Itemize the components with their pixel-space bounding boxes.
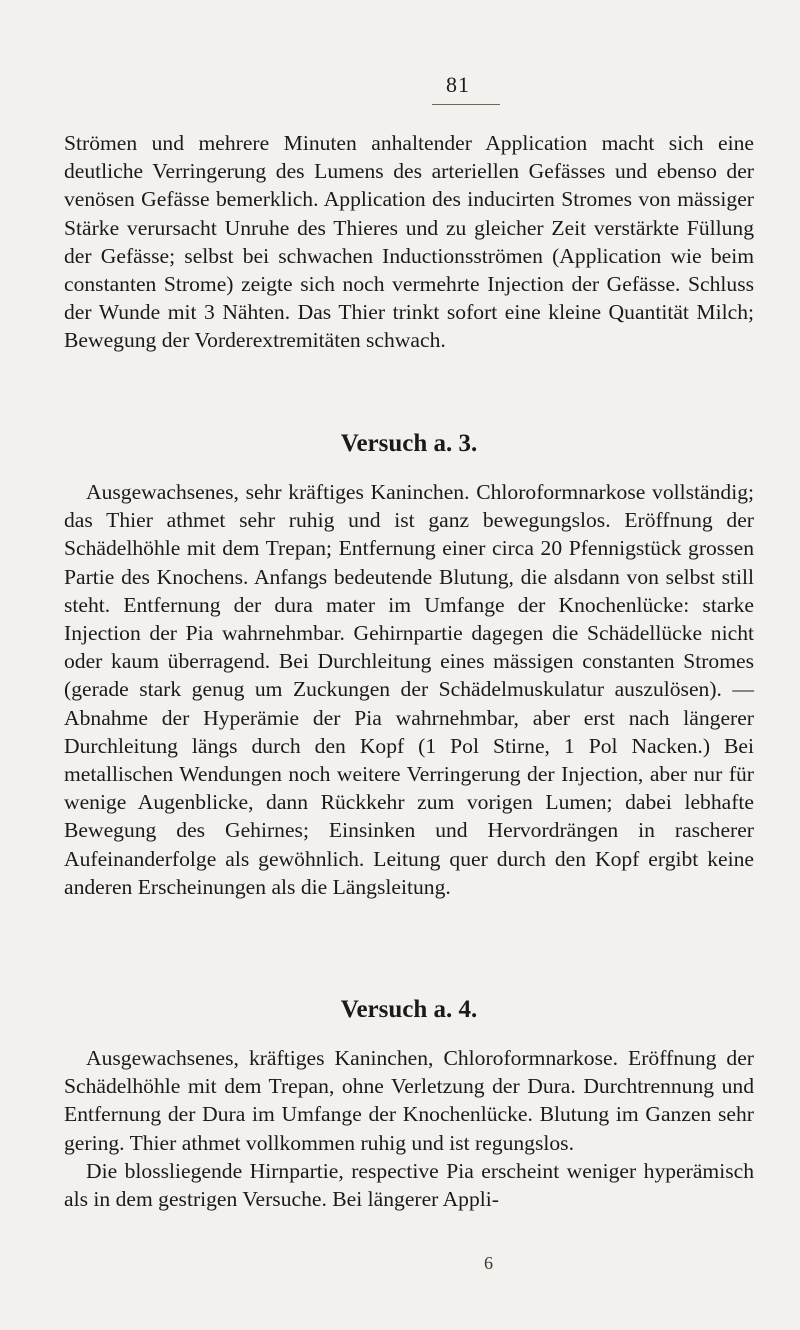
paragraph-1: Strömen und mehrere Minuten anhaltender Application macht sich eine deutliche Verringerung des Lumens des arteriellen Gefässes und ebenso der venösen Gefässe bemerklich. Application des inducirten Stromes von mässiger Stärke verursacht Unruhe des Thieres und zu gleicher Zeit verstärkte Füllung der Gefässe; selbst bei schwachen Inductionsströmen (Application wie beim constanten Strome) zeigte sich noch vermehrte Injection der Gefässe. Schluss der Wunde mit 3 Nähten. Das Thier trinkt sofort eine kleine Quantität Milch; Bewegung der Vorderextremitäten schwach. [64, 131, 754, 353]
paragraph-4: Die blossliegende Hirnpartie, respective Pia erscheint weniger hyperämisch als in dem gestrigen Versuche. Bei längerer Appli- [64, 1159, 754, 1212]
page-number: 81 [446, 72, 470, 97]
heading-versuch-a4: Versuch a. 4. [340, 996, 478, 1023]
signature-mark: 6 [484, 1253, 493, 1273]
paragraph-3: Ausgewachsenes, kräftiges Kaninchen, Chloroformnarkose. Eröffnung der Schädelhöhle mit dem Trepan, ohne Verletzung der Dura. Durchtrennung und Entfernung der Dura im Umfange der Knochenlücke. Blutung im Ganzen sehr gering. Thier athmet vollkommen ruhig und ist regungslos. [64, 1046, 754, 1155]
heading-versuch-a3: Versuch a. 3. [340, 430, 478, 457]
page-number-rule [432, 104, 500, 105]
paragraph-2: Ausgewachsenes, sehr kräftiges Kaninchen. Chloroformnarkose vollständig; das Thier athmet sehr ruhig und ist ganz bewegungslos. Eröffnung der Schädelhöhle mit dem Trepan; Entfernung einer circa 20 Pfennigstück grossen Partie des Knochens. Anfangs bedeutende Blutung, die alsdann von selbst still steht. Entfernung der dura mater im Umfange der Knochenlücke: starke Injection der Pia wahrnehmbar. Gehirnpartie dagegen die Schädellücke nicht oder kaum überragend. Bei Durchleitung eines mässigen constanten Stromes (gerade stark genug um Zuckungen der Schädelmuskulatur auszulösen). — Abnahme der Hyperämie der Pia wahrnehmbar, aber erst nach längerer Durchleitung längs durch den Kopf (1 Pol Stirne, 1 Pol Nacken.) Bei metallischen Wendungen noch weitere Verringerung der Injection, aber nur für wenige Augenblicke, dann Rückkehr zum vorigen Lumen; dabei lebhafte Bewegung des Gehirnes; Einsinken und Hervordrängen in rascherer Aufeinanderfolge als gewöhnlich. Leitung quer durch den Kopf ergibt keine anderen Erscheinungen als die Längsleitung. [64, 480, 754, 899]
